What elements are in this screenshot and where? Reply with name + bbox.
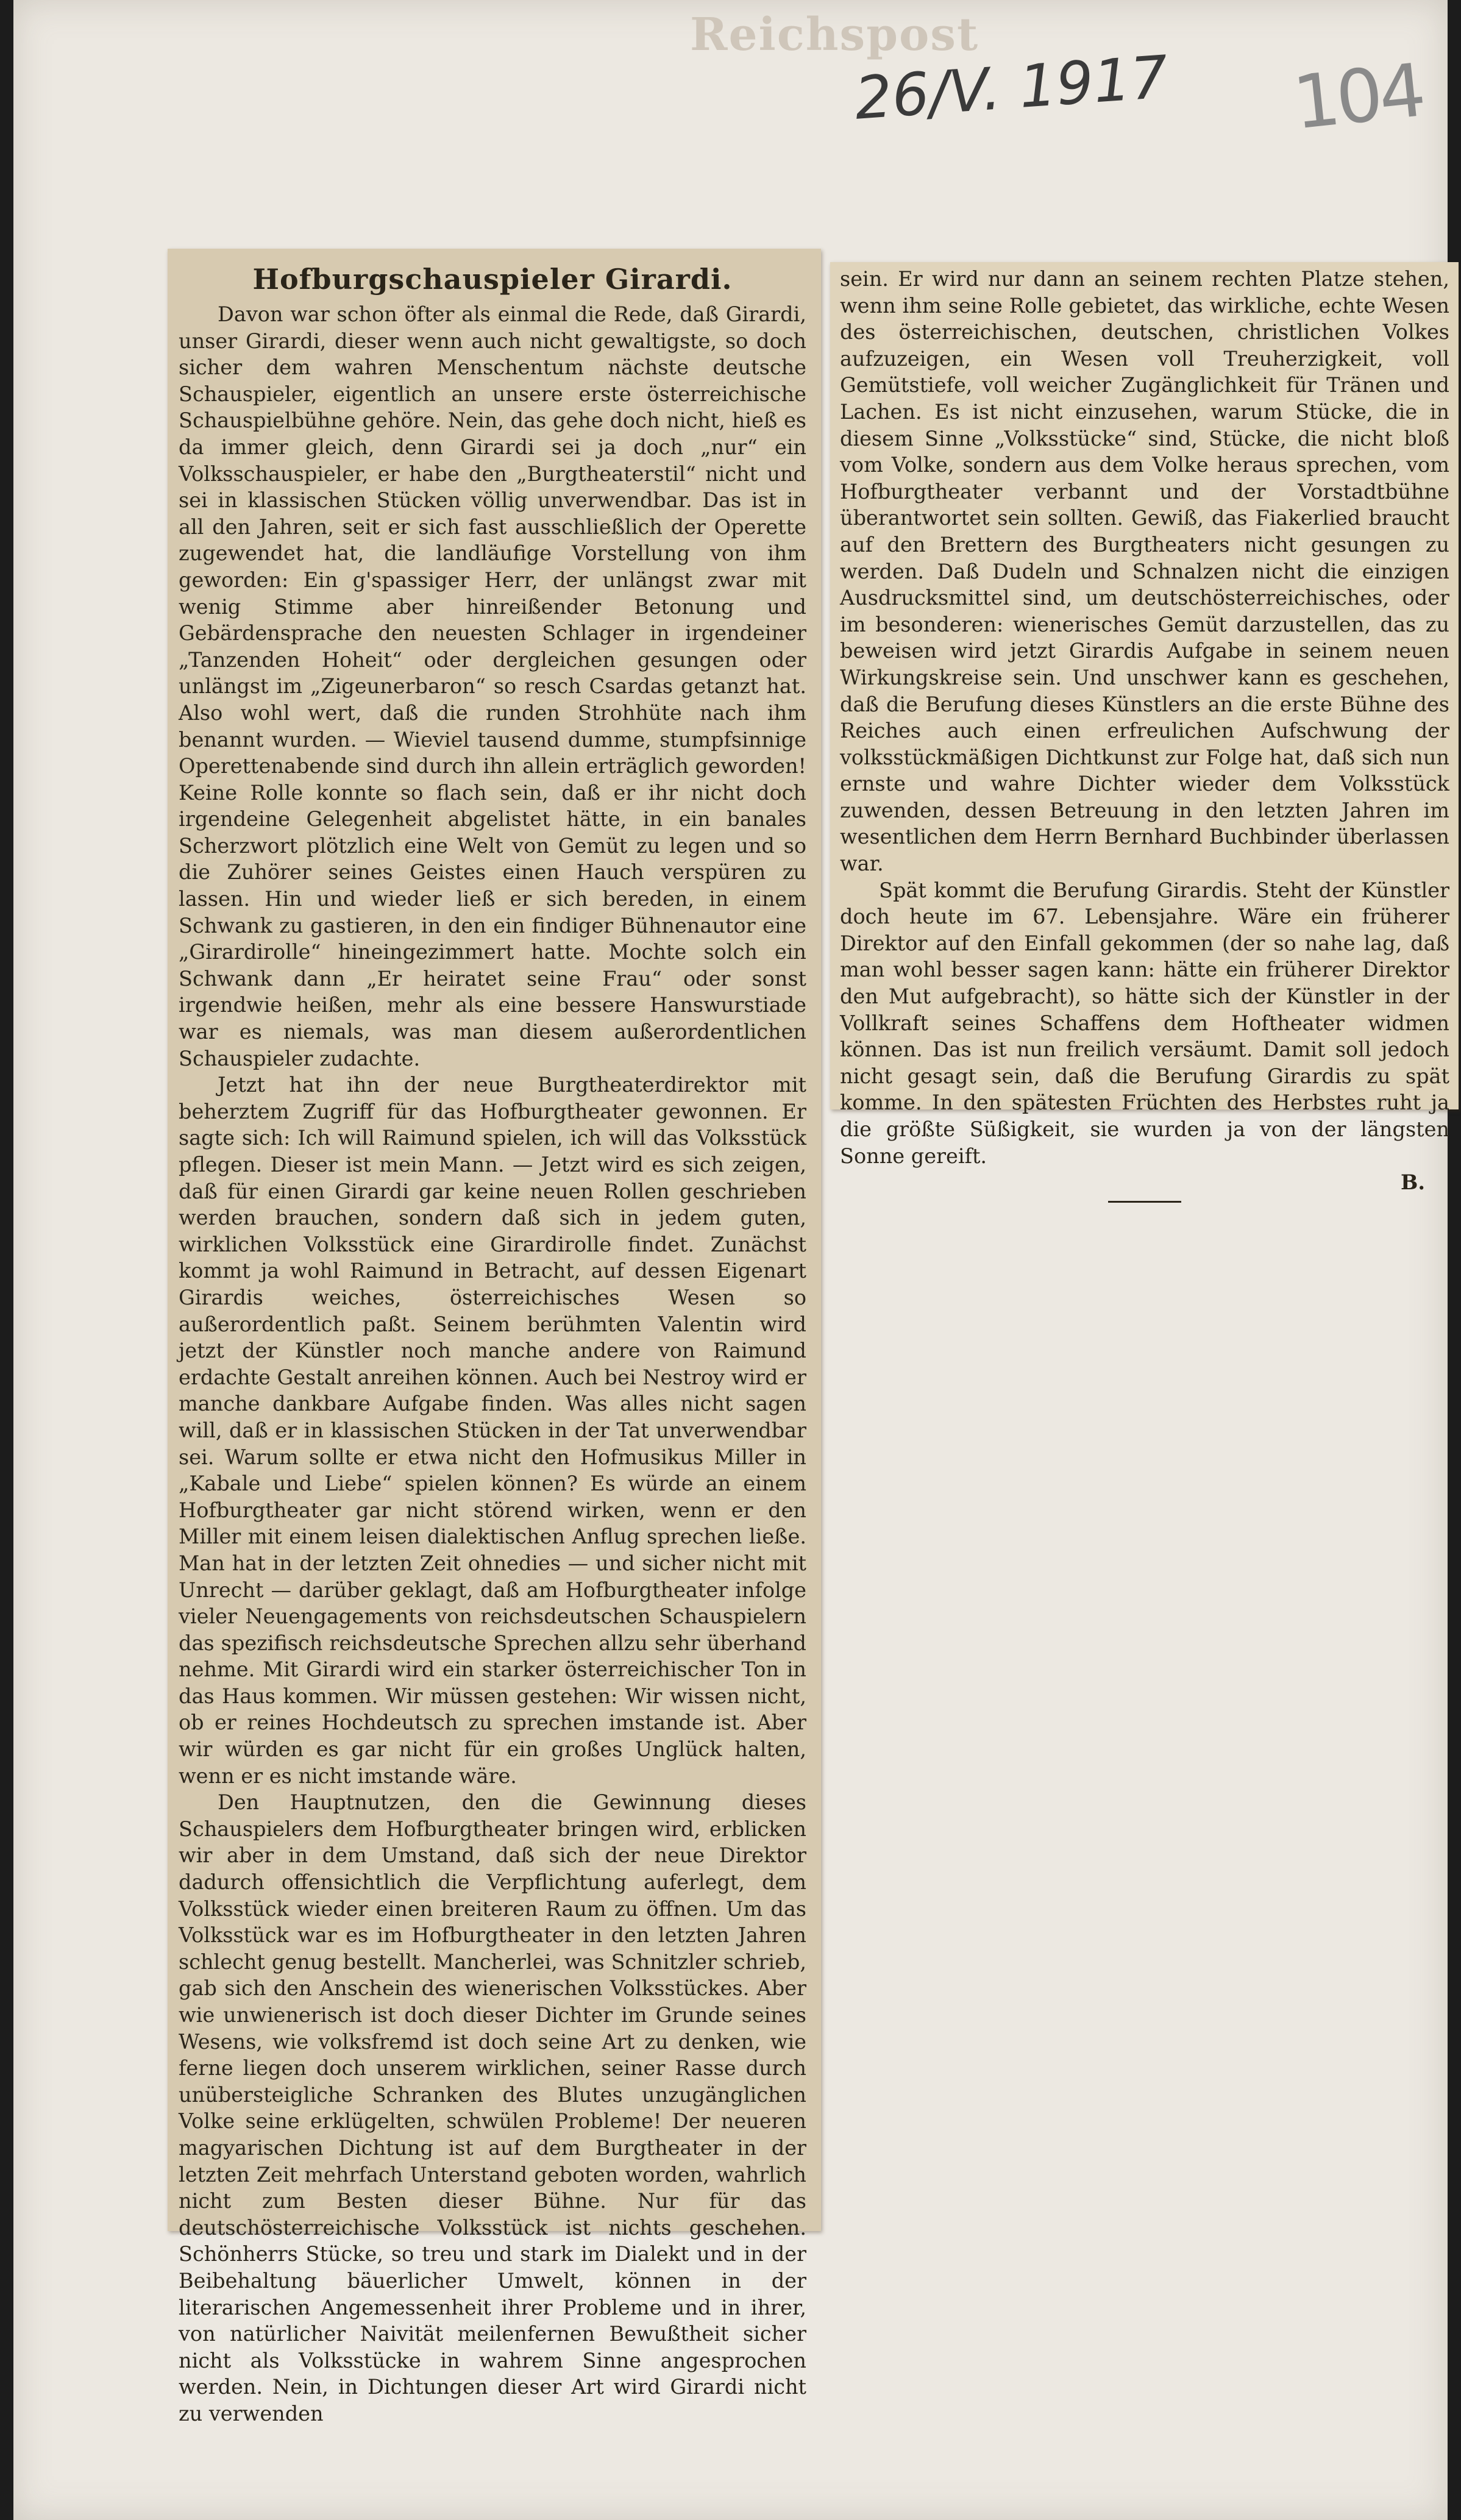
- article-paragraph: Davon war schon öfter als einmal die Rede, daß Girardi, unser Girardi, dieser wenn auch nicht gewaltigste, so doch sicher dem wahren Menschentum nächste deutsche Schauspieler, eigentlich an unsere erste österreichische Schauspielbühne gehöre. Nein, das gehe doch nicht, hieß es da immer gleich, denn Girardi sei ja doch „nur“ ein Volksschauspieler, er habe den „Burgtheaterstil“ nicht und sei in klassischen Stücken völlig unverwendbar. Das ist in all den Jahren, seit er sich fast ausschließlich der Operette zugewendet hat, die landläufige Vorstellung von ihm geworden: Ein g'spassiger Herr, der unlängst zwar mit wenig Stimme aber hinreißender Betonung und Gebärdensprache den neuesten Schlager in irgendeiner „Tanzenden Hoheit“ oder dergleichen gesungen oder unlängst im „Zigeunerbaron“ so resch Csardas getanzt hat. Also wohl wert, daß die runden Strohhüte nach ihm benannt wurden. — Wieviel tausend dumme, stumpfsinnige Operettenabende sind durch ihn allein erträglich geworden! Keine Rolle konnte so flach sein, daß er ihr nicht doch irgendeine Gelegenheit abgelistet hätte, in ein banales Scherzwort plötzlich eine Welt von Gemüt zu legen und so die Zuhörer seines Geistes einen Hauch verspüren zu lassen. Hin und wieder ließ er sich bereden, in einem Schwank zu gastieren, in den ein findiger Bühnenautor eine „Girardirolle“ hineingezimmert hatte. Mochte solch ein Schwank dann „Er heiratet seine Frau“ oder sonst irgendwie heißen, mehr als eine bessere Hanswurstiade war es niemals, was man diesem außerordentlichen Schauspieler zudachte.: [179, 302, 806, 1070]
- archive-sheet: [13, 0, 1448, 2520]
- newspaper-masthead-stamp: Reichspost: [690, 9, 979, 61]
- article-paragraph: sein. Er wird nur dann an seinem rechten Platze stehen, wenn ihm seine Rolle gebietet, das wirkliche, echte Wesen des österreichischen, deutschen, christlichen Volkes aufzuzeigen, ein Wesen voll Treuherzigkeit, voll Gemütstiefe, voll weicher Zugänglichkeit für Tränen und Lachen. Es ist nicht einzusehen, warum Stücke, die in diesem Sinne „Volksstücke“ sind, Stücke, die nicht bloß vom Volke, sondern aus dem Volke heraus sprechen, vom Hofburgtheater verbannt und der Vorstadtbühne überantwortet sein sollten. Gewiß, das Fiakerlied braucht auf den Brettern des Burgtheaters nicht gesungen zu werden. Daß Dudeln und Schnalzen nicht die einzigen Ausdrucksmittel sind, um deutschösterreichisches, oder im besonderen: wienerisches Gemüt darzustellen, das zu beweisen wird jetzt Girardis Aufgabe in seinem neuen Wirkungskreise sein. Und unschwer kann es geschehen, daß die Berufung dieses Künstlers an die erste Bühne des Reiches auch einen erfreulichen Aufschwung der volksstückmäßigen Dichtkunst zur Folge hat, daß sich nun ernste und wahre Dichter wieder dem Volksstück zuwenden, dessen Betreuung in den letzten Jahren im wesentlichen dem Herrn Bernhard Buchbinder überlassen war.: [840, 267, 1449, 876]
- end-rule: [1108, 1201, 1181, 1203]
- clipping-right-column: [830, 262, 1459, 1195]
- article-headline: Hofburgschauspieler Girardi.: [252, 263, 733, 296]
- article-paragraph: Den Hauptnutzen, den die Gewinnung dieses Schauspielers dem Hofburgtheater bringen wird, erblicken wir aber in dem Umstand, daß sich der neue Direktor dadurch offensichtlich die Verpflichtung auferlegt, dem Volksstück wieder einen breiteren Raum zu öffnen. Um das Volksstück war es im Hofburgtheater in den letzten Jahren schlecht genug bestellt. Mancherlei, was Schnitzler schrieb, gab sich den Anschein des wienerischen Volksstückes. Aber wie unwienerisch ist doch dieser Dichter im Grunde seines Wesens, wie volksfremd ist doch seine Art zu denken, wie ferne liegen doch unserem wirklichen, seiner Rasse durch unübersteigliche Schranken des Blutes unzugänglichen Volke seine erklügelten, schwülen Probleme! Der neueren magyarischen Dichtung ist auf dem Burgtheater in der letzten Zeit mehrfach Unterstand geboten worden, wahrlich nicht zum Besten dieser Bühne. Nur für das deutschösterreichische Volksstück ist nichts geschehen. Schönherrs Stücke, so treu und stark im Dialekt und in der Beibehaltung bäuerlicher Umwelt, können in der literarischen Angemessenheit ihrer Probleme und in ihrer, von natürlicher Naivität meilenfernen Bewußtheit sicher nicht als Volksstücke in wahrem Sinne angesprochen werden. Nein, in Dichtungen dieser Art wird Girardi nicht zu verwenden: [179, 1790, 806, 2426]
- clipping-left-column: [168, 249, 821, 2426]
- article-column-right: [840, 266, 1449, 1203]
- author-signature: B.: [1401, 1170, 1425, 1195]
- handwritten-date: 26/V. 1917: [852, 43, 1170, 133]
- article-column-left: [179, 261, 806, 2427]
- article-paragraph: Jetzt hat ihn der neue Burgtheaterdirektor mit beherztem Zugriff für das Hofburgtheater gewonnen. Er sagte sich: Ich will Raimund spielen, ich will das Volksstück pflegen. Dieser ist mein Mann. — Jetzt wird es sich zeigen, daß für einen Girardi gar keine neuen Rollen geschrieben werden brauchen, sondern daß sich in jedem guten, wirklichen Volksstück eine Girardirolle findet. Zunächst kommt ja wohl Raimund in Betracht, auf dessen Eigenart Girardis weiches, österreichisches Wesen so außerordentlich paßt. Seinem berühmten Valentin wird jetzt der Künstler noch manche andere von Raimund erdachte Gestalt anreihen können. Auch bei Nestroy wird er manche dankbare Aufgabe finden. Was alles nicht sagen will, daß er in klassischen Stücken in der Tat unverwendbar sei. Warum sollte er etwa nicht den Hofmusikus Miller in „Kabale und Liebe“ spielen können? Es würde an einem Hofburgtheater gar nicht störend wirken, wenn er den Miller mit einem leisen dialektischen Anflug sprechen ließe. Man hat in der letzten Zeit ohnedies — und sicher nicht mit Unrecht — darüber geklagt, daß am Hofburgtheater infolge vieler Neuengagements von reichsdeutschen Schauspielern das spezifisch reichsdeutsche Sprechen allzu sehr überhand nehme. Mit Girardi wird ein starker österreichischer Ton in das Haus kommen. Wir müssen gestehen: Wir wissen nicht, ob er reines Hochdeutsch zu sprechen imstande ist. Aber wir würden es gar nicht für ein großes Unglück halten, wenn er es nicht imstande wäre.: [179, 1073, 806, 1788]
- handwritten-page-number: 104: [1289, 48, 1426, 146]
- article-paragraph: Spät kommt die Berufung Girardis. Steht der Künstler doch heute im 67. Lebensjahre. Wäre ein früherer Direktor auf den Einfall gekommen (der so nahe lag, daß man wohl besser sagen kann: hätte ein früherer Direktor den Mut aufgebracht), so hätte sich der Künstler in der Vollkraft seines Schaffens dem Hoftheater widmen können. Das ist nun freilich versäumt. Damit soll jedoch nicht gesagt sein, daß die Berufung Girardis zu spät komme. In den spätesten Früchten des Herbstes ruht ja die größte Süßigkeit, sie wurden ja von der längsten Sonne gereift.: [840, 878, 1449, 1168]
